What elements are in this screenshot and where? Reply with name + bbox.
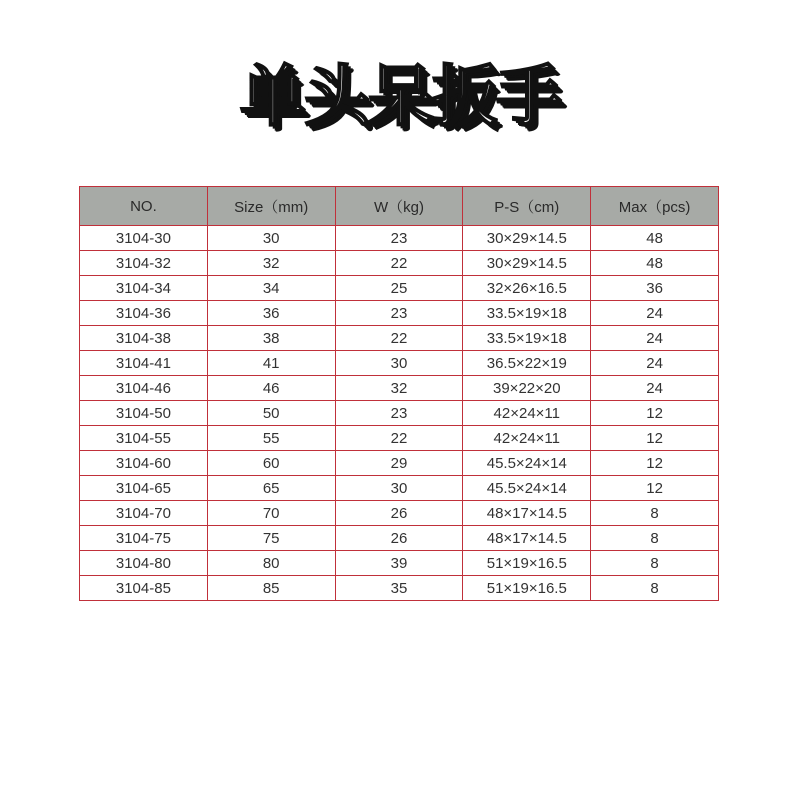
cell-weight: 29: [335, 451, 463, 476]
cell-package-size: 33.5×19×18: [463, 326, 591, 351]
table-row: [80, 501, 719, 526]
cell-size: 85: [207, 576, 335, 601]
cell-no: 3104-75: [80, 526, 208, 551]
cell-max-pcs: 8: [591, 501, 719, 526]
cell-max-pcs: 48: [591, 226, 719, 251]
cell-package-size: 30×29×14.5: [463, 251, 591, 276]
cell-max-pcs: 24: [591, 351, 719, 376]
cell-no: 3104-46: [80, 376, 208, 401]
cell-size: 41: [207, 351, 335, 376]
cell-weight: 26: [335, 501, 463, 526]
cell-no: 3104-50: [80, 401, 208, 426]
cell-package-size: 30×29×14.5: [463, 226, 591, 251]
table-row: [80, 276, 719, 301]
table-row: [80, 351, 719, 376]
cell-size: 46: [207, 376, 335, 401]
table-row: [80, 576, 719, 601]
cell-max-pcs: 48: [591, 251, 719, 276]
header-no: NO.: [80, 187, 208, 226]
cell-size: 36: [207, 301, 335, 326]
cell-package-size: 42×24×11: [463, 426, 591, 451]
cell-package-size: 45.5×24×14: [463, 451, 591, 476]
cell-size: 30: [207, 226, 335, 251]
cell-weight: 39: [335, 551, 463, 576]
table-row: [80, 426, 719, 451]
cell-no: 3104-60: [80, 451, 208, 476]
cell-max-pcs: 12: [591, 451, 719, 476]
cell-package-size: 48×17×14.5: [463, 501, 591, 526]
cell-max-pcs: 24: [591, 326, 719, 351]
cell-size: 50: [207, 401, 335, 426]
cell-max-pcs: 24: [591, 376, 719, 401]
cell-package-size: 51×19×16.5: [463, 576, 591, 601]
cell-max-pcs: 8: [591, 526, 719, 551]
cell-weight: 25: [335, 276, 463, 301]
cell-package-size: 51×19×16.5: [463, 551, 591, 576]
cell-max-pcs: 36: [591, 276, 719, 301]
header-package-size: P-S（cm): [463, 187, 591, 226]
table-header-row: [80, 187, 719, 226]
cell-max-pcs: 12: [591, 426, 719, 451]
header-size: Size（mm): [207, 187, 335, 226]
cell-weight: 23: [335, 301, 463, 326]
cell-package-size: 42×24×11: [463, 401, 591, 426]
table-row: [80, 551, 719, 576]
cell-max-pcs: 24: [591, 301, 719, 326]
cell-weight: 30: [335, 351, 463, 376]
cell-max-pcs: 12: [591, 401, 719, 426]
cell-size: 34: [207, 276, 335, 301]
header-max-pcs: Max（pcs): [591, 187, 719, 226]
cell-size: 70: [207, 501, 335, 526]
table-row: [80, 251, 719, 276]
cell-max-pcs: 8: [591, 576, 719, 601]
cell-no: 3104-80: [80, 551, 208, 576]
cell-max-pcs: 8: [591, 551, 719, 576]
header-weight: W（kg): [335, 187, 463, 226]
table-row: [80, 526, 719, 551]
cell-weight: 23: [335, 226, 463, 251]
cell-weight: 26: [335, 526, 463, 551]
table-row: [80, 476, 719, 501]
cell-weight: 35: [335, 576, 463, 601]
cell-size: 32: [207, 251, 335, 276]
cell-no: 3104-85: [80, 576, 208, 601]
cell-weight: 30: [335, 476, 463, 501]
cell-no: 3104-38: [80, 326, 208, 351]
spec-table: [79, 186, 719, 601]
table-row: [80, 401, 719, 426]
cell-no: 3104-70: [80, 501, 208, 526]
cell-size: 75: [207, 526, 335, 551]
table-row: [80, 301, 719, 326]
cell-package-size: 45.5×24×14: [463, 476, 591, 501]
cell-size: 38: [207, 326, 335, 351]
cell-weight: 22: [335, 326, 463, 351]
cell-weight: 22: [335, 426, 463, 451]
table-row: [80, 326, 719, 351]
cell-max-pcs: 12: [591, 476, 719, 501]
cell-no: 3104-55: [80, 426, 208, 451]
cell-no: 3104-30: [80, 226, 208, 251]
cell-no: 3104-32: [80, 251, 208, 276]
cell-no: 3104-65: [80, 476, 208, 501]
page-title: 单头呆扳手: [240, 58, 560, 135]
cell-weight: 23: [335, 401, 463, 426]
cell-size: 80: [207, 551, 335, 576]
cell-package-size: 36.5×22×19: [463, 351, 591, 376]
cell-weight: 22: [335, 251, 463, 276]
cell-no: 3104-34: [80, 276, 208, 301]
cell-size: 55: [207, 426, 335, 451]
table-row: [80, 451, 719, 476]
cell-package-size: 39×22×20: [463, 376, 591, 401]
cell-size: 60: [207, 451, 335, 476]
table-body: [80, 226, 719, 601]
table-row: [80, 226, 719, 251]
cell-weight: 32: [335, 376, 463, 401]
cell-package-size: 48×17×14.5: [463, 526, 591, 551]
cell-no: 3104-36: [80, 301, 208, 326]
cell-no: 3104-41: [80, 351, 208, 376]
cell-package-size: 32×26×16.5: [463, 276, 591, 301]
table-row: [80, 376, 719, 401]
cell-package-size: 33.5×19×18: [463, 301, 591, 326]
cell-size: 65: [207, 476, 335, 501]
